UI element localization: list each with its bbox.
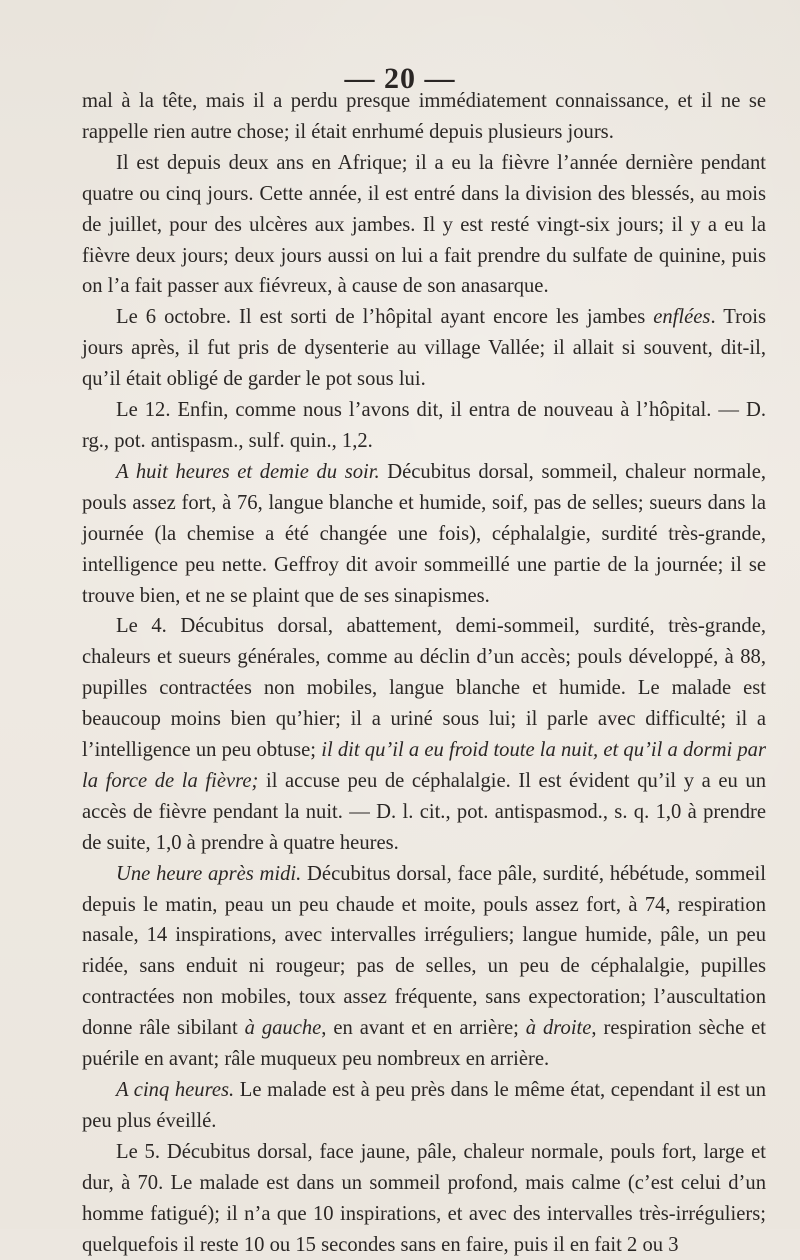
text-segment: Décubitus dorsal, face pâle, surdité, hébétude, sommeil depuis le matin, peau un peu chaude et moite, pouls assez fort, à 74, respiration nasale, 14 inspirations, avec intervalles irréguliers; langue humide, pâle, un peu ridée, sans enduit ni rougeur; pas de selles, un peu de céphalalgie, pupilles contractées non mobiles, toux assez fréquente, sans expectoration; l’auscultation donne râle sibilant [82, 862, 766, 1040]
paragraph [82, 457, 766, 612]
paragraph [82, 395, 766, 457]
italic-text: A cinq heures. [116, 1079, 235, 1101]
text-segment: Le 4. Décubitus dorsal, abattement, demi-sommeil, surdité, très-grande, chaleurs et sueurs générales, comme au déclin d’un accès; pouls développé, à 88, pupilles contractées non mobiles, langue blanche et humide. Le malade est beaucoup moins bien qu’hier; il a uriné sous lui; il parle avec difficulté; il a l’intelligence un peu obtuse; [82, 615, 766, 762]
text-segment: mal à la tête, mais il a perdu presque immédiatement connaissance, et il ne se rappelle rien autre chose; il était enrhumé depuis plusieurs jours. [82, 90, 766, 143]
text-segment: , en avant et en arrière; [321, 1017, 526, 1040]
italic-text: Une heure après midi. [116, 862, 302, 885]
text-segment: Décubitus dorsal, sommeil, chaleur normale, pouls assez fort, à 76, langue blanche et humide, soif, pas de selles; sueurs dans la journée (la chemise a été changée une fois), céphalalgie, surdité très-grande, intelligence peu nette. Geffroy dit avoir sommeillé une partie de la journée; il se trouve bien, et ne se plaint que de ses sinapismes. [82, 460, 766, 607]
italic-text: A huit heures et demie du soir. [116, 460, 380, 483]
text-segment: , respiration sèche et puérile en avant; râle muqueux peu nombreux en arrière. [82, 1017, 767, 1071]
text-segment: Le 12. Enfin, comme nous l’avons dit, il entra de nouveau à l’hôpital. — D. rg., pot. antispasm., sulf. quin., 1,2. [82, 399, 766, 452]
paragraph [82, 859, 766, 1075]
paragraph [82, 86, 766, 148]
paragraph [82, 611, 766, 858]
paragraph [82, 1075, 766, 1137]
paragraph [82, 148, 766, 303]
paragraph [82, 1137, 766, 1260]
italic-text: il dit qu’il a eu froid toute la nuit, et qu’il a dormi par la force de la fièvre; [82, 739, 766, 792]
paragraph [82, 302, 766, 395]
italic-text: enflées [653, 306, 711, 329]
text-segment: Le 6 octobre. Il est sorti de l’hôpital ayant encore les jambes [116, 306, 654, 329]
italic-text: à gauche [244, 1017, 322, 1040]
text-segment: Le malade est à peu près dans le même état, cependant il est un peu plus éveillé. [82, 1079, 766, 1132]
body-text [82, 86, 766, 1260]
text-segment: . Trois jours après, il fut pris de dysenterie au village Vallée; il allait si souvent, dit-il, qu’il était obligé de garder le pot sous lui. [82, 306, 766, 391]
page-number: — 20 — [344, 62, 456, 95]
text-segment: Le 5. Décubitus dorsal, face jaune, pâle, chaleur normale, pouls fort, large et dur, à 70. Le malade est dans un sommeil profond, mais calme (c’est celui d’un homme fatigué); il n’a que 10 inspirations, et avec des intervalles très-irréguliers; quelquefois il reste 10 ou 15 secondes sans en faire, puis il en fait 2 ou 3 [82, 1140, 766, 1256]
italic-text: à droite [525, 1017, 592, 1040]
text-segment: il accuse peu de céphalalgie. Il est évident qu’il y a eu un accès de fièvre pendant la nuit. — D. l. cit., pot. antispasmod., s. q. 1,0 à prendre de suite, 1,0 à prendre à quatre heures. [82, 769, 766, 854]
text-segment: Il est depuis deux ans en Afrique; il a eu la fièvre l’année dernière pendant quatre ou cinq jours. Cette année, il est entré dans la division des blessés, au mois de juillet, pour des ulcères aux jambes. Il y est resté vingt-six jours; il y a eu la fièvre deux jours; deux jours aussi on lui a fait prendre du sulfate de quinine, puis on l’a fait passer aux fiévreux, à cause de son anasarque. [82, 151, 766, 298]
